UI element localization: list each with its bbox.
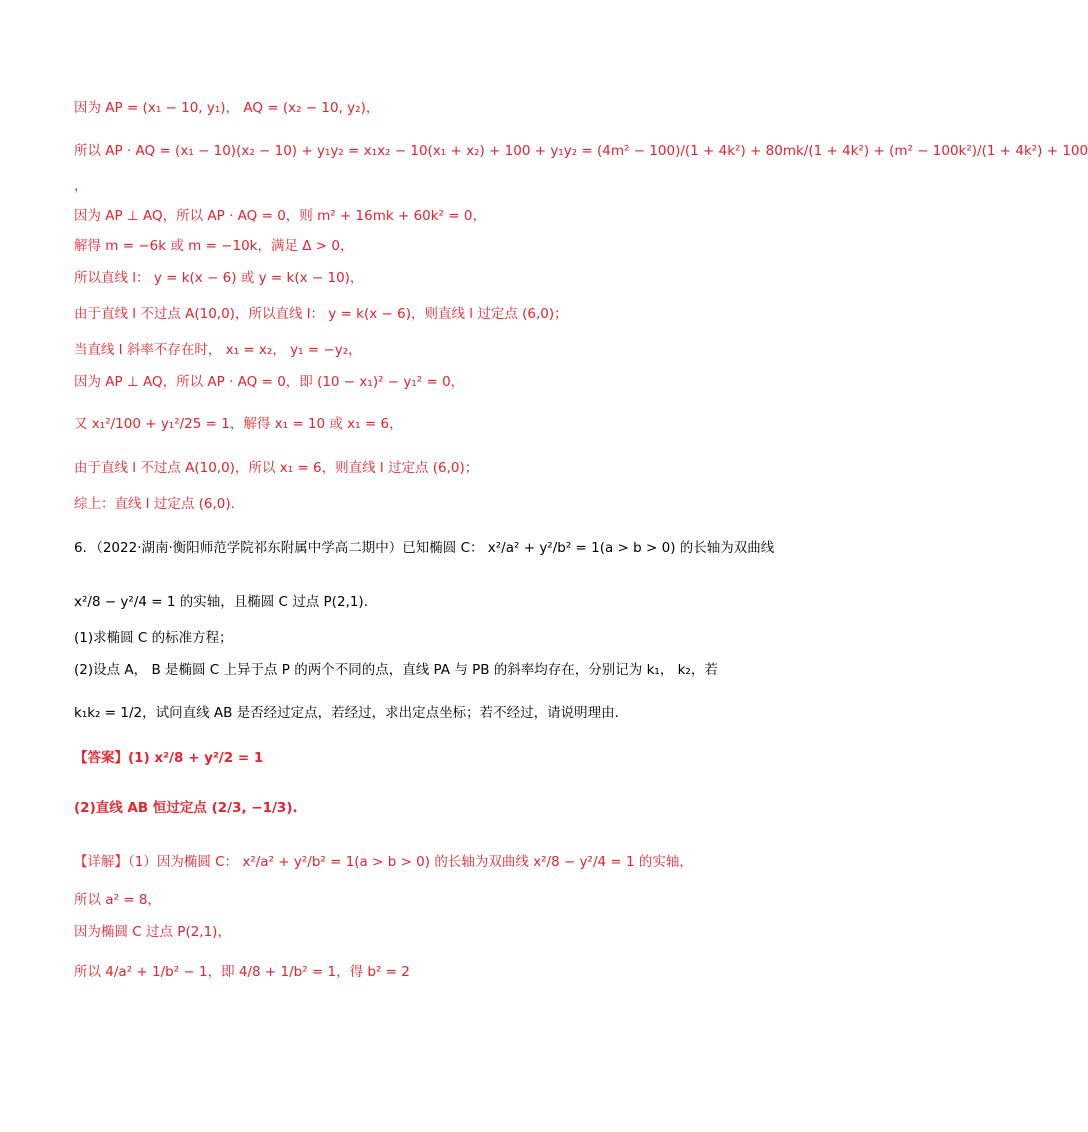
text-line: 因为 AP ⊥ AQ，所以 AP · AQ = 0，即 (10 − x₁)² − y₁² = 0，: [74, 374, 465, 390]
solution-line: 因为椭圆 C 过点 P(2,1)，: [74, 924, 231, 940]
question-line: (1)求椭圆 C 的标准方程；: [74, 630, 233, 646]
solution-line: 所以 4/a² + 1/b² − 1，即 4/8 + 1/b² = 1，得 b² = 2: [74, 964, 410, 980]
solution-line: 【详解】（1）因为椭圆 C： x²/a² + y²/b² = 1(a > b > 0) 的长轴为双曲线 x²/8 − y²/4 = 1 的实轴，: [74, 854, 693, 870]
answer-line: (2)直线 AB 恒过定点 (2/3, −1/3).: [74, 800, 298, 816]
text-line: 由于直线 l 不过点 A(10,0)，所以 x₁ = 6，则直线 l 过定点 (6,0)；: [74, 460, 479, 476]
text-line: 所以 AP · AQ = (x₁ − 10)(x₂ − 10) + y₁y₂ = x₁x₂ − 10(x₁ + x₂) + 100 + y₁y₂ = (4m² − 100)/(1 + 4k²) + 80mk/(1 + 4k²) + (m² − 100k²)/(1 + 4k²) + 100: [74, 143, 1088, 159]
text-line: 所以直线 l： y = k(x − 6) 或 y = k(x − 10)，: [74, 270, 364, 286]
text-line: 因为 AP ⊥ AQ，所以 AP · AQ = 0，则 m² + 16mk + 60k² = 0，: [74, 208, 486, 224]
text-line: 解得 m = −6k 或 m = −10k，满足 Δ > 0，: [74, 238, 354, 254]
solution-line: 所以 a² = 8，: [74, 892, 161, 908]
text-line: 由于直线 l 不过点 A(10,0)，所以直线 l： y = k(x − 6)，则直线 l 过定点 (6,0)；: [74, 306, 568, 322]
question-line: k₁k₂ = 1/2，试问直线 AB 是否经过定点，若经过，求出定点坐标；若不经过，请说明理由.: [74, 705, 619, 721]
text-line: 又 x₁²/100 + y₁²/25 = 1，解得 x₁ = 10 或 x₁ = 6，: [74, 416, 403, 432]
answer-line: 【答案】(1) x²/8 + y²/2 = 1: [74, 750, 264, 766]
question-line: (2)设点 A， B 是椭圆 C 上异于点 P 的两个不同的点，直线 PA 与 PB 的斜率均存在，分别记为 k₁， k₂，若: [74, 662, 718, 678]
question-line: x²/8 − y²/4 = 1 的实轴，且椭圆 C 过点 P(2,1).: [74, 594, 368, 610]
text-line: ，: [74, 178, 88, 194]
text-line: 因为 AP = (x₁ − 10, y₁)， AQ = (x₂ − 10, y₂)，: [74, 100, 380, 116]
text-line: 当直线 l 斜率不存在时， x₁ = x₂， y₁ = −y₂，: [74, 342, 362, 358]
text-line: 综上：直线 l 过定点 (6,0).: [74, 496, 235, 512]
question-line: 6．（2022·湖南·衡阳师范学院祁东附属中学高二期中）已知椭圆 C： x²/a² + y²/b² = 1(a > b > 0) 的长轴为双曲线: [74, 540, 775, 556]
